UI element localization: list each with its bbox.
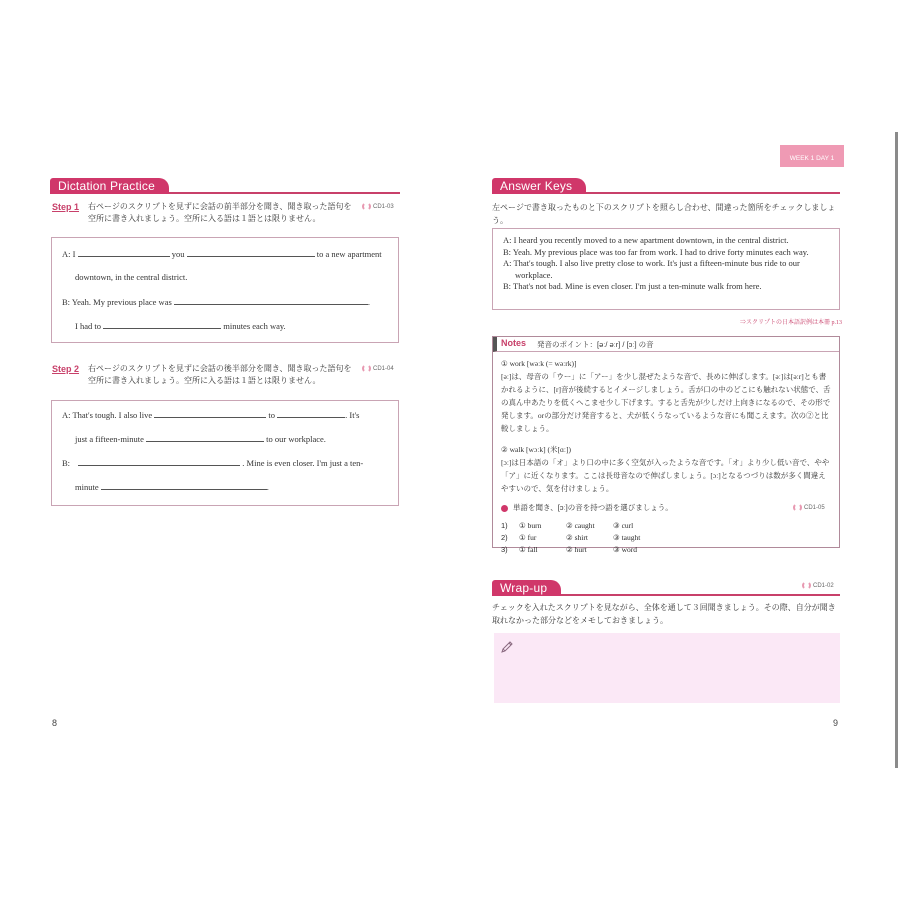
blank-input[interactable] [103,320,221,329]
script-line: B: That's not bad. Mine is even closer. I'm just a ten-minute walk from here. [503,281,762,291]
audio-icon [802,581,811,590]
wrapup-cd-track[interactable]: CD1-02 [802,581,834,590]
box2-line-b2-cont: minute . [75,482,269,492]
answer-keys-instruction: 左ページで書き取ったものと下のスクリプトを照らし合わせ、間違った箇所をチェックしましょう。 [492,203,836,225]
box2-line-a2: A: That's tough. I also live to . It's [62,410,360,420]
blank-input[interactable] [187,248,315,257]
choice-option[interactable]: ① fur [519,533,537,542]
book-edge [895,132,898,768]
choice-option[interactable]: ① burn [519,521,542,530]
blank-input[interactable] [154,409,266,418]
blank-input[interactable] [78,457,240,466]
blank-input[interactable] [146,433,264,442]
box2-line-b2: B: . Mine is even closer. I'm just a ten- [62,458,364,468]
blank-input[interactable] [101,481,267,490]
note-item2-body: [ɔː]は日本語の「オ」より口の中に多く空気が入ったような音です。「オ」より少し低い音で、やや「ア」に近くなります。ここは長母音なので伸ばしましょう。[ɔː]となるつづりは数が多く間違えやすいので、気を付けましょう。 [501,458,830,493]
wrapup-title: Wrap-up [492,580,561,596]
step2-cd-track[interactable]: CD1-04 [362,364,394,373]
script-line: A: I heard you recently moved to a new apartment downtown, in the central district. [503,235,789,245]
answer-keys-header [492,178,840,194]
pronunciation-task: 単語を聞き、[ɔː]の音を持つ語を選びましょう。 [501,502,673,513]
note-item1-head: ① work [wəːk (= wəːrk)] [501,359,577,368]
notes-label: Notes [501,338,527,348]
box1-line-b1-cont: I had to minutes each way. [75,321,286,331]
task-cd-track[interactable]: CD1-05 [793,503,825,512]
week-day-tab: WEEK 1 DAY 1 [780,145,844,167]
page-number-left: 8 [52,718,58,728]
step1-instruction [52,201,402,227]
choice-row: 3) ① fall ② hurt ③ word [501,544,660,556]
answer-keys-title: Answer Keys [492,178,586,194]
answer-script-box [492,228,840,310]
audio-icon [362,202,371,211]
box2-line-a2-cont: just a fifteen-minute to our workplace. [75,434,326,444]
notes-box [492,336,840,554]
step2-label: Step 2 [52,364,80,374]
box1-line-b1: B: Yeah. My previous place was . [62,297,371,307]
page-number-right: 9 [833,718,839,728]
notes-title: 発音のポイント：[əː/ əːr] / [ɔː] の音 [537,340,654,349]
dictation-practice-title: Dictation Practice [50,178,169,194]
choice-option[interactable]: ② shirt [566,533,588,542]
note-item2-head: ② walk [wɔːk] (米[ɑː]) [501,445,571,454]
bullet-icon [501,505,508,512]
blank-input[interactable] [78,248,170,257]
box1-line-a1-cont: downtown, in the central district. [75,272,188,282]
dictation-box-1 [51,237,399,343]
choice-option[interactable]: ① fall [519,545,538,554]
choice-list [501,520,660,556]
dictation-practice-header [50,178,400,194]
wrapup-header [492,580,840,596]
step2-text: 右ページのスクリプトを見ずに会話の後半部分を聞き、聞き取った語句を空所に書き入れましょう。空所に入る語は１語とは限りません。 [88,364,352,385]
step1-label: Step 1 [52,202,80,212]
box1-line-a1: A: I you to a new apartment [62,249,382,259]
notes-header [493,337,839,352]
script-line: A: That's tough. I also live pretty close to work. It's just a fifteen-minute bus ride to our workplace. [503,258,800,280]
audio-icon [362,364,371,373]
choice-option[interactable]: ③ taught [613,533,641,542]
notes-body [501,357,833,503]
memo-area[interactable] [494,633,840,703]
choice-option[interactable]: ③ word [613,545,638,554]
choice-option[interactable]: ② caught [566,521,595,530]
right-page [450,0,900,900]
step1-cd-track[interactable]: CD1-03 [362,202,394,211]
audio-icon [793,503,802,512]
pencil-icon [500,640,514,654]
step2-instruction [52,363,402,389]
step1-text: 右ページのスクリプトを見ずに会話の前半部分を聞き、聞き取った語句を空所に書き入れましょう。空所に入る語は１語とは限りません。 [88,202,352,223]
wrapup-instruction: チェックを入れたスクリプトを見ながら、全体を通して３回聞きましょう。その際、自分が聞き取れなかった部分などをメモしておきましょう。 [492,603,836,625]
choice-option[interactable]: ③ curl [613,521,634,530]
blank-input[interactable] [174,296,368,305]
choice-row: 1) ① burn ② caught ③ curl [501,520,660,532]
choice-option[interactable]: ② hurt [566,545,587,554]
translation-reference: ⇒スクリプトの日本語訳例は本冊 p.13 [739,320,842,326]
blank-input[interactable] [277,409,345,418]
dictation-box-2 [51,400,399,506]
choice-row: 2) ① fur ② shirt ③ taught [501,532,660,544]
note-item1-body: [əː]は、母音の「ウー」に「アー」を少し混ぜたような音で、長めに伸ばします。[əː]は[əːr]とも書かれるように、[r]音が後続するとイメージしましょう。舌が口の中のどこにも触れない状態で、舌の真ん中あたりを低くへこませ少し下げます。すると舌先が少しだけ上向きになるので、その形で発します。orの部分だけ発音すると、犬が低くうなっているような音にも聞こえます。次の②と比較しましょう。 [501,372,831,433]
script-line: B: Yeah. My previous place was too far from work. I had to drive forty minutes each way. [503,246,809,257]
